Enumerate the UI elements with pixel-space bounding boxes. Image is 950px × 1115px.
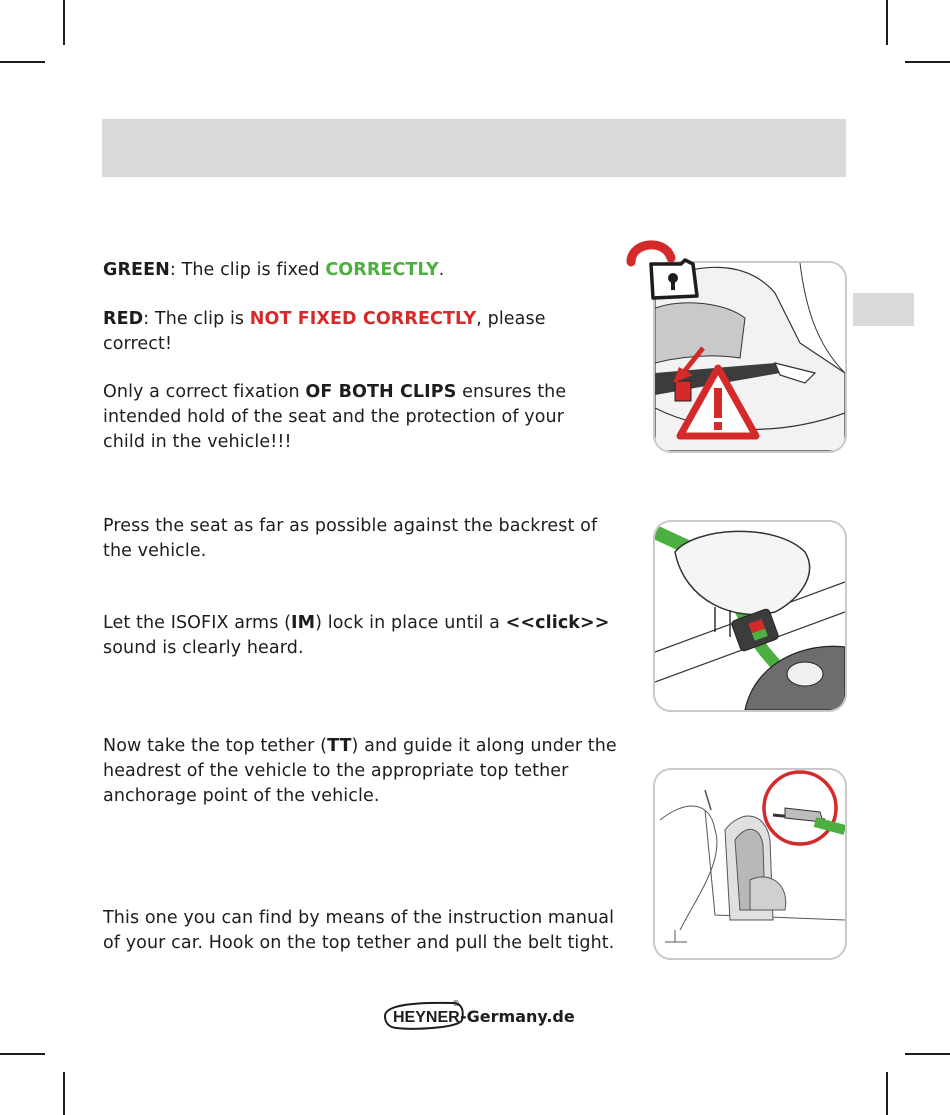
tether-line3: anchorage point of the vehicle. xyxy=(103,786,380,806)
find-line2: of your car. Hook on the top tether and pull the belt tight. xyxy=(103,933,615,953)
green-status-line xyxy=(103,258,444,283)
tether-text-start: Now take the top tether ( xyxy=(103,736,328,756)
crop-mark xyxy=(905,1053,950,1055)
header-bar xyxy=(102,119,846,177)
both-clips-note xyxy=(103,380,566,455)
note-text-end: ensures the xyxy=(456,382,567,402)
crop-mark xyxy=(886,1072,888,1115)
note-text: Only a correct fixation xyxy=(103,382,306,402)
red-end: , please xyxy=(476,309,546,329)
domain-text: -Germany.de xyxy=(460,1007,574,1026)
press-line2: the vehicle. xyxy=(103,541,207,561)
crop-mark xyxy=(63,1072,65,1115)
tether-tt: TT xyxy=(327,736,352,756)
side-tab xyxy=(853,293,914,326)
crop-mark xyxy=(63,0,65,45)
heyner-logo xyxy=(384,1000,574,1030)
unlocked-padlock-icon xyxy=(625,236,701,302)
press-seat-text xyxy=(103,514,597,564)
warning-triangle-icon xyxy=(676,362,760,440)
isofix-text-mid: ) lock in place until a xyxy=(315,613,506,633)
not-fixed-label: NOT FIXED CORRECTLY xyxy=(249,309,477,329)
crop-mark xyxy=(886,0,888,45)
click-label: <<click>> xyxy=(505,613,610,633)
note-bold: OF BOTH CLIPS xyxy=(305,382,457,402)
brand-text: HEYNER xyxy=(393,1009,460,1026)
isofix-illustration-svg xyxy=(655,522,845,710)
tether-line2: headrest of the vehicle to the appropriate top tether xyxy=(103,761,569,781)
green-end: . xyxy=(438,260,445,280)
find-line1: This one you can find by means of the instruction manual xyxy=(103,908,615,928)
top-tether-text xyxy=(103,734,617,809)
red-end-line2: correct! xyxy=(103,334,173,354)
note-line3: child in the vehicle!!! xyxy=(103,432,292,452)
green-text: : The clip is fixed xyxy=(169,260,326,280)
green-label: GREEN xyxy=(103,260,170,280)
top-tether-illustration xyxy=(653,768,847,960)
tether-illustration-svg xyxy=(655,770,845,958)
note-line2: intended hold of the seat and the protection of your xyxy=(103,407,565,427)
crop-mark xyxy=(0,61,45,63)
find-anchor-text xyxy=(103,906,614,956)
red-text: : The clip is xyxy=(143,309,250,329)
tether-text-end: ) and guide it along under the xyxy=(351,736,617,756)
isofix-line2: sound is clearly heard. xyxy=(103,638,304,658)
heyner-logo-svg xyxy=(384,1000,574,1030)
press-line1: Press the seat as far as possible against the backrest of xyxy=(103,516,598,536)
crop-mark xyxy=(905,61,950,63)
isofix-text xyxy=(103,611,610,661)
isofix-im: IM xyxy=(291,613,316,633)
isofix-text-start: Let the ISOFIX arms ( xyxy=(103,613,292,633)
isofix-clip-illustration xyxy=(653,520,847,712)
red-label: RED xyxy=(103,309,144,329)
crop-mark xyxy=(0,1053,45,1055)
correctly-label: CORRECTLY xyxy=(325,260,439,280)
red-status-line xyxy=(103,307,546,357)
registered-mark: ® xyxy=(452,1000,460,1008)
